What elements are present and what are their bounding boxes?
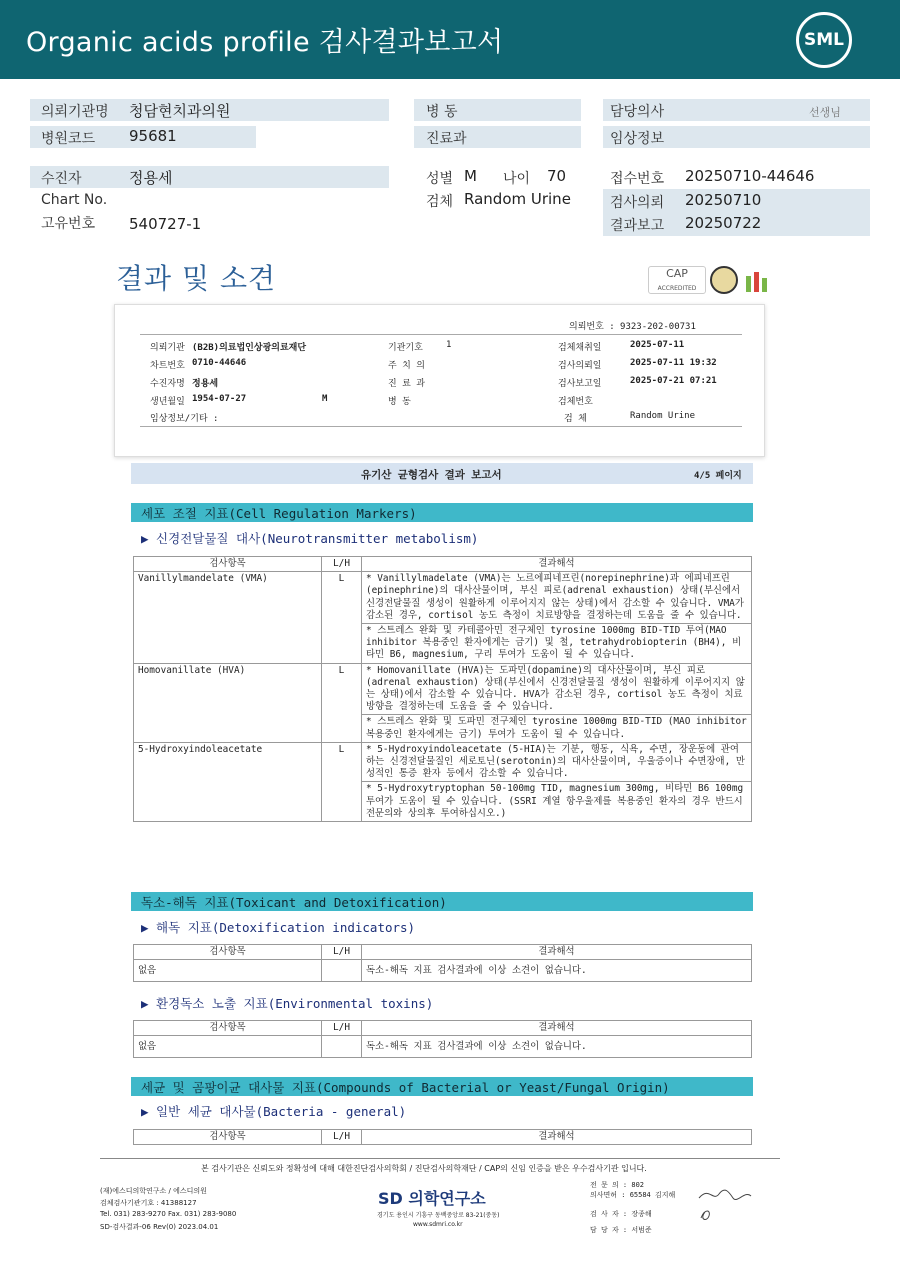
card-cell: 차트번호	[150, 361, 185, 371]
doctor-suffix: 선생님	[809, 106, 841, 119]
row-lh: L	[322, 742, 362, 821]
card-rule	[140, 334, 742, 335]
col-item: 검사항목	[134, 1130, 322, 1145]
chart-label: Chart No.	[41, 192, 108, 208]
col-item: 검사항목	[134, 945, 322, 960]
col-item: 검사항목	[134, 1021, 322, 1036]
card-clinical: 임상정보/기타 :	[150, 414, 219, 424]
clinical-label: 임상정보	[610, 131, 665, 147]
row-item: 없음	[134, 960, 322, 982]
row-lh: L	[322, 572, 362, 663]
sub-detox: ▶ 해독 지표(Detoxification indicators)	[141, 920, 416, 935]
org-line-4: SD-검사결과-06 Rev(0) 2023.04.01	[100, 1223, 219, 1231]
patient-value: 정용세	[129, 169, 173, 187]
col-interp: 결과해석	[362, 557, 752, 572]
row-interp: * 5-Hydroxytryptophan 50-100mg TID, magnesium 300mg, 비타민 B6 100mg 투여가 도움이 될 수 있습니다. (SSRI 계열 항우울제를 복용중인 환자의 경우 반드시 전문의와 상의후 투여하십시오.)	[362, 782, 752, 822]
neuro-table	[133, 556, 752, 822]
band-title: 유기산 균형검사 결과 보고서	[361, 469, 502, 481]
sex-value: M	[464, 167, 477, 185]
header-bar	[0, 0, 900, 79]
sig-line-1: 전 문 의 : 802	[590, 1181, 645, 1189]
org-line-1: (재)에스디의학연구소 / 에스디의원	[100, 1187, 207, 1195]
row-interp: * 5-Hydroxyindoleacetate (5-HIA)는 기분, 행동, 식욕, 수면, 장운동에 관여하는 신경전달물질인 세로토닌(serotonin)의 대사산물이며, 우울증이나 수면장애, 만성적인 통증 환자 등에서 감소할 수 있습니다.	[362, 742, 752, 782]
row-item: Vanillylmandelate (VMA)	[134, 572, 322, 663]
card-cell: 기관기호	[388, 343, 423, 353]
hospital-code-value: 95681	[129, 127, 177, 145]
cap-badge-sub: ACCREDITED	[657, 285, 697, 292]
card-cell: 검사의뢰일	[558, 361, 602, 371]
age-label: 나이	[503, 171, 531, 187]
col-lh: L/H	[322, 557, 362, 572]
section-toxicant-title: 독소-해독 지표(Toxicant and Detoxification)	[141, 895, 447, 910]
signature-image	[695, 1180, 755, 1222]
cap-badge	[648, 266, 706, 294]
age-value: 70	[547, 167, 567, 185]
doctor-label: 담당의사	[610, 104, 665, 120]
report-label: 결과보고	[610, 218, 665, 234]
lab-logo-icon	[744, 268, 768, 294]
table-row	[134, 572, 752, 624]
card-cell: 2025-07-11	[630, 340, 685, 350]
specimen-label: 검체	[426, 194, 454, 210]
request-value: 20250710	[685, 191, 762, 209]
sub-bacteria: ▶ 일반 세균 대사물(Bacteria - general)	[141, 1104, 407, 1119]
org-line-2: 검체검사기관기호 : 41388127	[100, 1199, 197, 1207]
card-cell: 검사보고일	[558, 379, 602, 389]
page-title: Organic acids profile 검사결과보고서	[26, 27, 504, 58]
card-sex: M	[322, 394, 328, 404]
row-item: 없음	[134, 1036, 322, 1058]
uid-label: 고유번호	[41, 216, 96, 232]
sml-logo: SML	[796, 12, 852, 68]
sex-label: 성별	[426, 171, 454, 187]
card-cell: 의뢰기관	[150, 343, 185, 353]
sub-env: ▶ 환경독소 노출 지표(Environmental toxins)	[141, 996, 434, 1011]
section-toxicant	[131, 892, 753, 911]
hospital-code-label: 병원코드	[41, 131, 96, 147]
patient-label: 수진자	[41, 171, 82, 187]
sig-line-2: 의사면허 : 65584 김지해	[590, 1191, 676, 1199]
seal-icon	[710, 266, 738, 294]
row-interp: 독소-해독 지표 검사결과에 이상 소견이 없습니다.	[362, 1036, 752, 1058]
card-cell: 2025-07-21 07:21	[630, 376, 717, 386]
card-cell: 진 료 과	[388, 379, 425, 389]
request-number: 의뢰번호 : 9323-202-00731	[569, 322, 696, 332]
card-cell: 2025-07-11 19:32	[630, 358, 717, 368]
request-label: 검사의뢰	[610, 195, 665, 211]
card-rule-bottom	[140, 426, 742, 427]
col-lh: L/H	[322, 1021, 362, 1036]
page-number: 4/5 페이지	[694, 471, 742, 481]
row-interp: * Homovanillate (HVA)는 도파민(dopamine)의 대사산물이며, 부신 피로(adrenal exhaustion) 상태(부신에서 신경전달물질 생성이 원활하게 이루어지지 않는 상태)에서 감소할 수 있습니다. HVA가 감소된 경우, cortisol 농도 측정이 치료방향을 결정하는데 도움을 줄 수 있습니다.	[362, 663, 752, 715]
agency-value: 청담현치과의원	[129, 102, 231, 120]
card-cell: 병 동	[388, 397, 411, 407]
card-cell: 1	[446, 340, 452, 350]
card-cell: (B2B)의료법인상광의료재단	[192, 343, 307, 353]
table-row	[134, 742, 752, 782]
row-item: Homovanillate (HVA)	[134, 663, 322, 742]
specimen-value: Random Urine	[464, 190, 571, 208]
card-specimen-label: 검 체	[564, 414, 587, 424]
patient-bar	[30, 166, 389, 188]
col-lh: L/H	[322, 945, 362, 960]
table-row	[134, 960, 752, 982]
ward-label: 병 동	[426, 104, 458, 120]
card-specimen: Random Urine	[630, 411, 696, 421]
result-title: 결과 및 소견	[116, 262, 277, 295]
agency-label: 의뢰기관명	[41, 104, 109, 120]
bacteria-table	[133, 1129, 752, 1145]
sd-address: 경기도 용인시 기흥구 동백중앙로 83-21(중동)	[377, 1212, 500, 1219]
table-row	[134, 1036, 752, 1058]
row-interp: * 스트레스 완화 및 카테콜아민 전구체인 tyrosine 1000mg BID-TID 투여(MAO inhibitor 복용중인 환자에게는 금기) 및 철, tetrahydrobiopterin (BH4), 비타민 B6, magnesium, 구리 투여가 도움이 될 수 있습니다.	[362, 624, 752, 664]
receipt-value: 20250710-44646	[685, 167, 815, 185]
card-cell: 주 치 의	[388, 361, 425, 371]
env-table	[133, 1020, 752, 1058]
col-interp: 결과해석	[362, 945, 752, 960]
card-cell: 생년월일	[150, 397, 185, 407]
sd-web: www.sdmri.co.kr	[413, 1221, 463, 1228]
card-cell: 1954-07-27	[192, 394, 247, 404]
receipt-label: 접수번호	[610, 171, 665, 187]
col-item: 검사항목	[134, 557, 322, 572]
cap-badge-text: CAP	[666, 267, 688, 280]
table-row	[134, 663, 752, 715]
org-line-3: Tel. 031) 283-9270 Fax. 031) 283-9080	[100, 1210, 237, 1218]
sd-logo: SD 의학연구소	[378, 1189, 486, 1208]
dept-label: 진료과	[426, 131, 467, 147]
section-cell-regulation-title: 세포 조절 지표(Cell Regulation Markers)	[141, 506, 417, 521]
cert-text: 본 검사기관은 신뢰도와 정확성에 대해 대한진단검사의학회 / 진단검사의학재단 / CAP의 신임 인증을 받은 우수검사기관 입니다.	[201, 1164, 647, 1173]
row-lh	[322, 960, 362, 982]
sig-line-3: 검 사 자 : 장종해	[590, 1210, 652, 1218]
card-cell: 검체번호	[558, 397, 593, 407]
row-interp: * Vanillylmadelate (VMA)는 노르에피네프린(norepinephrine)과 에피네프린(epinephrine)의 대사산물이며, 부신 피로(adrenal exhaustion) 상태(부신에서 신경전달물질 생성이 원활하게 이루어지지 않는 상태)에서 감소할 수 있습니다. VMA가 감소된 경우, cortisol 농도 측정이 치료방향을 결정하는데 도움을 줄 수 있습니다.	[362, 572, 752, 624]
section-bacterial-title: 세균 및 곰팡이균 대사물 지표(Compounds of Bacterial or Yeast/Fungal Origin)	[141, 1080, 670, 1095]
row-interp: 독소-해독 지표 검사결과에 이상 소견이 없습니다.	[362, 960, 752, 982]
sub-neurotransmitter: ▶ 신경전달물질 대사(Neurotransmitter metabolism)	[141, 531, 479, 546]
card-cell: 검체채취일	[558, 343, 602, 353]
col-interp: 결과해석	[362, 1021, 752, 1036]
row-lh	[322, 1036, 362, 1058]
footer-rule	[100, 1158, 780, 1159]
section-bacterial	[131, 1077, 753, 1096]
row-item: 5-Hydroxyindoleacetate	[134, 742, 322, 821]
col-interp: 결과해석	[362, 1130, 752, 1145]
col-lh: L/H	[322, 1130, 362, 1145]
card-cell: 정용세	[192, 379, 219, 389]
row-interp: * 스트레스 완화 및 도파민 전구체인 tyrosine 1000mg BID-TID (MAO inhibitor 복용중인 환자에게는 금기) 투여가 도움이 될 수 있습니다.	[362, 715, 752, 742]
detox-table	[133, 944, 752, 982]
uid-value: 540727-1	[129, 215, 202, 233]
card-cell: 0710-44646	[192, 358, 247, 368]
sig-line-4: 담 당 자 : 서범준	[590, 1226, 652, 1234]
section-cell-regulation	[131, 503, 753, 522]
card-cell: 수진자명	[150, 379, 185, 389]
report-value: 20250722	[685, 214, 762, 232]
row-lh: L	[322, 663, 362, 742]
